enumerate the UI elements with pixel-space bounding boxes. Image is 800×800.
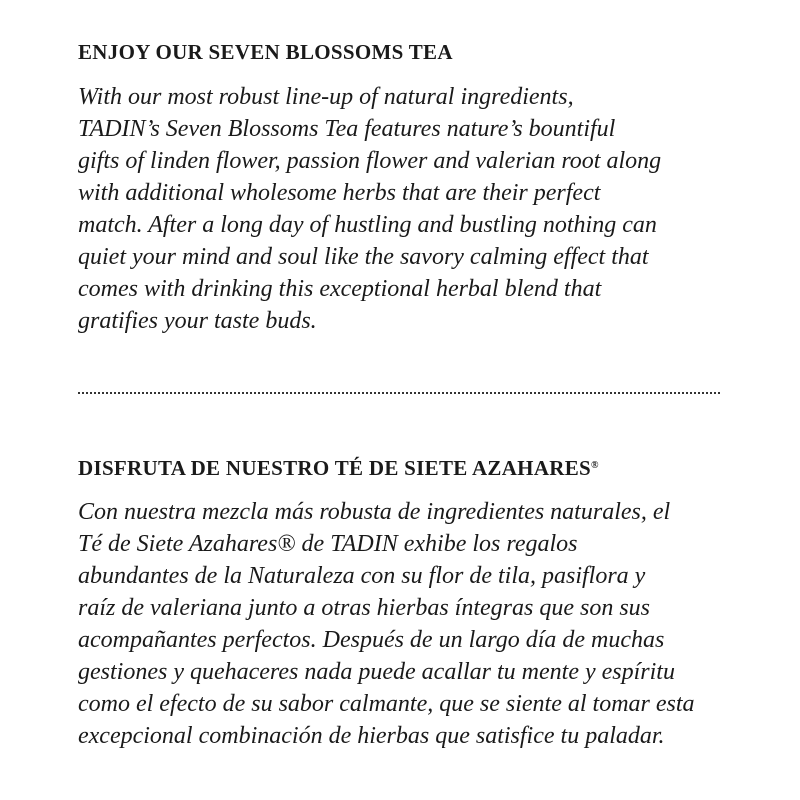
text-line: gratifies your taste buds.	[78, 308, 317, 334]
text-line: TADIN’s Seven Blossoms Tea features nature’s bountiful	[78, 116, 616, 142]
text-line: match. After a long day of hustling and bustling nothing can	[78, 212, 657, 238]
text-line: With our most robust line-up of natural ingredients,	[78, 84, 574, 110]
text-line: Con nuestra mezcla más robusta de ingredientes naturales, el	[78, 499, 671, 525]
text-line: excepcional combinación de hierbas que satisfice tu paladar.	[78, 723, 665, 749]
text-line: quiet your mind and soul like the savory calming effect that	[78, 244, 649, 270]
spanish-heading-text: DISFRUTA DE NUESTRO TÉ DE SIETE AZAHARES	[78, 456, 592, 480]
dotted-divider	[78, 392, 720, 394]
text-line: with additional wholesome herbs that are their perfect	[78, 180, 601, 206]
spanish-heading	[78, 455, 599, 481]
text-line: acompañantes perfectos. Después de un largo día de muchas	[78, 627, 665, 653]
text-line: abundantes de la Naturaleza con su flor de tila, pasiflora y	[78, 563, 646, 589]
english-heading: ENJOY OUR SEVEN BLOSSOMS TEA	[78, 40, 453, 64]
text-line: comes with drinking this exceptional herbal blend that	[78, 276, 602, 302]
text-line: raíz de valeriana junto a otras hierbas íntegras que son sus	[78, 595, 651, 621]
english-description	[78, 81, 661, 337]
spanish-description	[78, 496, 695, 752]
registered-mark: ®	[591, 460, 599, 471]
text-line: gifts of linden flower, passion flower and valerian root along	[78, 148, 662, 174]
text-line: gestiones y quehaceres nada puede acallar tu mente y espíritu	[78, 659, 675, 685]
text-line: Té de Siete Azahares® de TADIN exhibe los regalos	[78, 531, 578, 557]
text-line: como el efecto de su sabor calmante, que se siente al tomar esta	[78, 691, 695, 717]
